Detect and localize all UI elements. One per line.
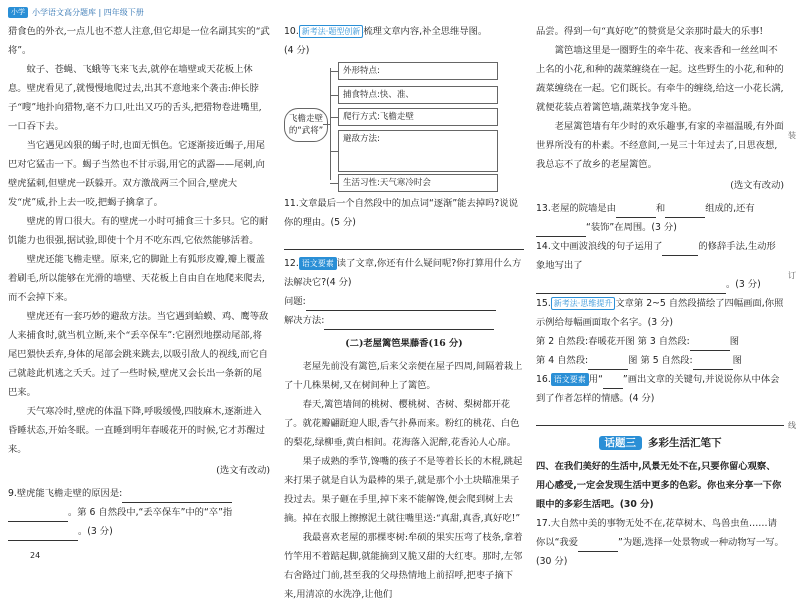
question-text: ”画出文章的关键句,并说说你从中体会到了作者怎样的情感。 <box>536 374 780 404</box>
question-10 <box>284 22 524 60</box>
answer-blank[interactable] <box>690 337 730 351</box>
answer-blank[interactable] <box>588 356 628 370</box>
question-tag: 语文要素 <box>551 373 589 386</box>
section-intro-text: 四、在我们美好的生活中,风景无处不在,只要你留心观察、用心感受,一定会发现生活中更多的色彩。你也来分享一下你眼中的多彩生活吧。 <box>536 461 782 510</box>
passage-paragraph: 蚊子、苍蝇、飞蛾等飞来飞去,就停在墙壁或天花板上休息。壁虎看见了,就慢慢地爬过去,出其不意地来个袭击:伸长脖子“嗖”地扑向猎物,毫不力口,吐出又巧的舌头,把猎物卷进嘴里,一口吞下去。 <box>8 64 262 132</box>
book-title: 小学语文高分题库 | 四年级下册 <box>32 7 144 17</box>
passage-paragraph: 猎食色的外衣,一点儿也不惹人注意,但它却是一位名副其实的“武将”。 <box>8 26 270 56</box>
question-text: 老屋的院墙是由 <box>550 203 616 214</box>
mind-map-branch <box>330 130 498 172</box>
question-number: 17. <box>536 518 551 529</box>
question-text: 文章最后一个自然段中的加点词“逐渐”能去掉吗?说说你的理由。 <box>284 198 518 228</box>
question-number: 13. <box>536 203 551 214</box>
branch-box[interactable]: 捕食特点:快、准、 <box>338 86 498 104</box>
underline-symbol <box>603 375 623 389</box>
section-heading <box>536 434 784 453</box>
question-number: 10. <box>284 26 299 37</box>
question-number: 15. <box>536 298 551 309</box>
question-14 <box>536 237 784 294</box>
question-number: 12. <box>284 258 299 269</box>
question-text: 的修辞手法,生动形象地写出了 <box>536 241 776 271</box>
mind-map-center: 飞檐走壁的“武将” <box>284 108 328 142</box>
question-text: 用“ <box>588 374 603 385</box>
question-score: (5 分) <box>330 217 356 228</box>
answer-blank[interactable] <box>122 489 232 503</box>
method-label: 解决方法: <box>284 315 325 326</box>
question-9 <box>8 484 270 541</box>
passage-paragraph: 天气寒冷时,壁虎的体温下降,呼吸缓慢,四肢麻木,逐渐进入昏睡状态,开始冬眠。一直睡到明年春暖花开的时候,它才苏醒过来。 <box>8 406 265 455</box>
passage-paragraph: 老屋篱笆墙有年少时的欢乐趣事,有家的幸福温暖,有外面世界所没有的朴素。不经意间,一晃三十年过去了,日思夜想,我总忘不了故乡的老屋篱笆。 <box>536 121 784 170</box>
branch-box[interactable]: 生活习性:天气寒冷时会 <box>338 174 498 192</box>
question-score: (3 分) <box>651 222 677 233</box>
question-17 <box>536 514 784 571</box>
question-score: (30 分) <box>536 556 568 567</box>
question-12 <box>284 254 524 330</box>
question-text: 大自然中美的事物无处不在,花草树木、鸟兽虫鱼……请你以“我爱 <box>536 518 777 548</box>
binding-mark: 装 <box>788 131 796 140</box>
passage-paragraph: 篱笆墙这里是一圈野生的牵牛花、夜来香和一丝丝叫不上名的小花,和种的蔬菜缠绕在一起。这些野生的小花,和种的蔬菜缠绕在一起。它们既长。有牵牛的缠绕,给这一小花长满,就便花装点着篱笆墙,蔬菜找争宠斗艳。 <box>536 45 784 113</box>
answer-blank[interactable] <box>8 527 78 541</box>
passage-paragraph: 老屋先前没有篱笆,后来父亲便在屋子四周,间隔着栽上了十几株果树,又在树间种上了篱笆。 <box>284 361 523 391</box>
passage-paragraph: 春天,篱笆墙间的桃树、樱桃树、杏树、梨树都开花了。就花瓣翩跹迎人眼,香气扑鼻而来。粉红的桃花、白色的梨花,绿柳垂,黄白相间。花海落入泥醉,花香沁人心扉。 <box>284 399 520 448</box>
question-score: (4 分) <box>284 45 310 56</box>
answer-label: 第 3 自然段: <box>637 336 690 347</box>
question-text: 梳理文章内容,补全思维导图。 <box>363 26 488 37</box>
question-number: 14. <box>536 241 551 252</box>
answer-blank[interactable] <box>8 508 68 522</box>
question-number: 11. <box>284 198 299 209</box>
question-number: 16. <box>536 374 551 385</box>
source-note: (选文有改动) <box>216 465 270 476</box>
answer-blank[interactable] <box>616 204 656 218</box>
binding-mark: 线 <box>788 421 796 430</box>
question-number: 9. <box>8 488 17 499</box>
answer-suffix: 图 <box>732 355 742 366</box>
question-text: ”为题,选择一处景物或一种动物写一写。 <box>618 537 784 548</box>
branch-box[interactable]: 外形特点: <box>338 62 498 80</box>
book-logo: 小学 <box>8 7 28 18</box>
answer-blank[interactable] <box>665 204 705 218</box>
passage-paragraph: 壁虎的胃口很大。有的壁虎一小时可捕食三十多只。它的耐饥能力也很强,据试验,即使十个月不吃东西,它依然能够活着。 <box>8 216 269 246</box>
branch-box[interactable]: 爬行方式:飞檐走壁 <box>338 108 498 126</box>
question-tag: 新考法·思维提升 <box>551 297 616 310</box>
answer-label: 第 5 自然段: <box>640 355 693 366</box>
mind-map-branch <box>330 62 498 80</box>
passage-title: (二)老屋篱笆果藤香(16 分) <box>345 338 463 349</box>
answer-blank[interactable] <box>662 242 698 256</box>
binding-mark: 订 <box>788 271 796 280</box>
answer-blank[interactable] <box>306 297 496 311</box>
question-tag: 新考法·题型创新 <box>299 25 364 38</box>
page-header <box>8 6 144 18</box>
question-text: 文章第 2~5 自然段描绘了四幅画面,你照示例给每幅画面取个名字。 <box>536 298 784 328</box>
question-13 <box>536 199 784 237</box>
question-tag: 语文要素 <box>299 257 337 270</box>
answer-line[interactable] <box>284 232 524 250</box>
page-number: 24 <box>30 551 41 560</box>
passage-paragraph: 当它遇见凶狠的蝎子时,也面无惧色。它逐渐接近蝎子,用尾巴对它猛击一下。蝎子当然也不甘示弱,用它的武器——尾刺,向壁虎猛刺,但壁虎一跃躲开。双方激战两三个回合,壁虎大发“虎”威,扑上去一咬,把蝎子擒拿了。 <box>8 140 265 208</box>
passage-paragraph: 壁虎还能飞檐走壁。原来,它的脚趾上有狐形皮瓣,瓣上覆盖着刷毛,所以能够在光滑的墙壁、天花板上自由自在地爬来爬去,而不会掉下来。 <box>8 254 265 303</box>
answer-blank[interactable] <box>536 280 726 294</box>
passage-paragraph: 果子成熟的季节,馋嘴的孩子不是等着长长的木棍,跳起来打果子就是自认为最棒的果子,就是那个小土块瞄准果子投过去。果子砸在手里,掉下来不能解馋,便会爬到树上去摘。掉在衣服上擦擦泥土就往嘴里送:“真甜,真香,真好吃!” <box>284 456 523 524</box>
answer-label: 第 4 自然段: <box>536 355 589 366</box>
answer-example: 第 2 自然段:春暖花开图 <box>536 336 635 347</box>
answer-blank[interactable] <box>324 316 494 330</box>
left-column <box>8 22 270 541</box>
question-score: (4 分) <box>326 277 352 288</box>
answer-suffix: 图 <box>628 355 638 366</box>
section-score: (30 分) <box>619 499 654 510</box>
middle-column <box>284 22 524 604</box>
source-note: (选文有改动) <box>730 180 784 191</box>
question-text: 组成的,还有 <box>705 203 755 214</box>
question-score: (3 分) <box>647 317 673 328</box>
question-text: “装饰”在周围。 <box>586 222 652 233</box>
mind-map <box>284 62 524 190</box>
question-11 <box>284 194 524 232</box>
answer-suffix: 图 <box>729 336 740 347</box>
question-text: 。第 6 自然段中,“丢卒保车”中的“卒”指 <box>68 507 233 518</box>
question-16 <box>536 370 784 408</box>
question-15 <box>536 294 784 370</box>
answer-line[interactable] <box>536 408 784 426</box>
mind-map-branch <box>330 108 498 126</box>
question-label: 问题: <box>284 296 306 307</box>
passage-paragraph: 壁虎还有一套巧妙的避敌方法。当它遇到蛤蟆、鸡、鹰等敌人来捕食时,就当机立断,来个“丢卒保车”:它剧烈地摆动尾部,将尾巴猥快丢弃,身体的尾部会跳来跳去,以吸引敌人的视线,而它自己就趁此机逃之夭夭。过了一些时候,壁虎又会长出一条新的尾巴来。 <box>8 311 269 398</box>
question-text: 文中画波浪线的句子运用了 <box>550 241 663 252</box>
answer-blank[interactable] <box>536 223 586 237</box>
answer-blank[interactable] <box>693 356 733 370</box>
question-text: 和 <box>655 203 666 214</box>
question-score: 。(3 分) <box>78 526 113 537</box>
branch-box[interactable]: 避敌方法: <box>338 130 498 172</box>
question-score: 。(3 分) <box>726 279 761 290</box>
question-text: 壁虎能飞檐走壁的原因是: <box>16 488 123 499</box>
right-column <box>536 22 784 571</box>
question-text: 读了文章,你还有什么疑问呢?你打算用什么方法解决它? <box>284 258 522 288</box>
section-badge: 话题三 <box>599 436 643 450</box>
passage-paragraph: 品尝。得到一句“真好吃”的赞赏是父亲那时最大的乐事! <box>536 26 764 37</box>
mind-map-branch <box>330 174 498 192</box>
section-title: 多彩生活汇笔下 <box>648 437 722 449</box>
answer-blank[interactable] <box>578 538 618 552</box>
section-intro <box>536 457 784 514</box>
question-score: (4 分) <box>628 393 655 404</box>
mind-map-branch <box>330 86 498 104</box>
passage-paragraph: 我最喜欢老屋的那棵枣树:牟硕的果实压弯了枝条,拿着竹竿用不着踮起脚,就能摘到又脆又甜的大红枣。那时,左邻右舍路过门前,甚至我的父母热情地上前招呼,把枣子摘下来,用清凉的水洗净,让他们 <box>284 532 523 600</box>
